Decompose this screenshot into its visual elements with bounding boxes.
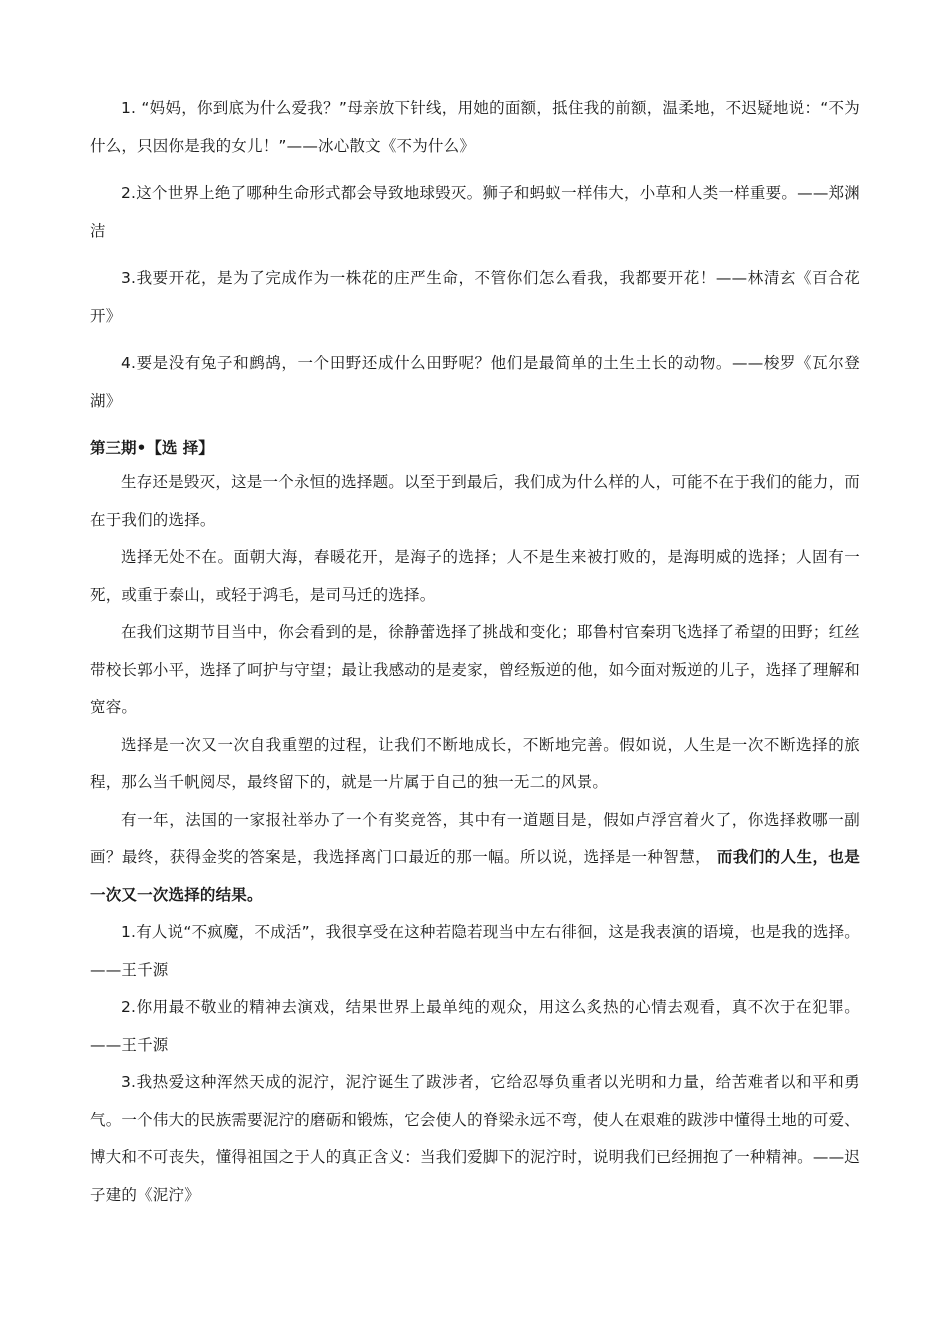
document-page <box>90 90 860 1214</box>
quote-paragraph: 1.有人说“不疯魔，不成活”，我很享受在这种若隐若现当中左右徘徊，这是我表演的语境，也是我的选择。——王千源 <box>90 923 860 979</box>
bold-emphasis-text: 而我们的人生，也是一次又一次选择的结果。 <box>90 848 860 904</box>
body-paragraph <box>90 802 860 915</box>
body-paragraph: 生存还是毁灭，这是一个永恒的选择题。以至于到最后，我们成为什么样的人，可能不在于我们的能力，而在于我们的选择。 <box>90 473 860 529</box>
body-paragraph: 在我们这期节目当中，你会看到的是，徐静蕾选择了挑战和变化；耶鲁村官秦玥飞选择了希望的田野；红丝带校长郭小平，选择了呵护与守望；最让我感动的是麦家，曾经叛逆的他，如今面对叛逆的儿子，选择了理解和宽容。 <box>90 623 860 716</box>
quote-paragraph: 3.我要开花，是为了完成作为一株花的庄严生命，不管你们怎么看我，我都要开花！——林清玄《百合花开》 <box>90 269 860 325</box>
quote-paragraph: 3.我热爱这种浑然天成的泥泞，泥泞诞生了跋涉者，它给忍辱负重者以光明和力量，给苦难者以和平和勇气。一个伟大的民族需要泥泞的磨砺和锻炼，它会使人的脊梁永远不弯，使人在艰难的跋涉中懂得土地的可爱、博大和不可丧失，懂得祖国之于人的真正含义：当我们爱脚下的泥泞时，说明我们已经拥抱了一种精神。——迟子建的《泥泞》 <box>90 1073 860 1204</box>
body-paragraph: 选择是一次又一次自我重塑的过程，让我们不断地成长，不断地完善。假如说，人生是一次不断选择的旅程，那么当千帆阅尽，最终留下的，就是一片属于自己的独一无二的风景。 <box>90 735 860 791</box>
paragraph-text: 有一年，法国的一家报社举办了一个有奖竞答，其中有一道题目是，假如卢浮宫着火了，你选择救哪一副画？最终，获得金奖的答案是，我选择离门口最近的那一幅。所以说，选择是一种智慧， <box>90 810 860 866</box>
quote-paragraph: 1. “妈妈，你到底为什么爱我？”母亲放下针线，用她的面额，抵住我的前额，温柔地，不迟疑地说：“不为什么，只因你是我的女儿！”——冰心散文《不为什么》 <box>90 99 860 155</box>
section-heading: 第三期•【选 择】 <box>90 439 214 457</box>
quote-paragraph: 4.要是没有兔子和鹧鸪，一个田野还成什么田野呢？他们是最简单的土生土长的动物。——梭罗《瓦尔登湖》 <box>90 354 860 410</box>
quote-paragraph: 2.你用最不敬业的精神去演戏，结果世界上最单纯的观众，用这么炙热的心情去观看，真不次于在犯罪。——王千源 <box>90 998 860 1054</box>
quote-paragraph: 2.这个世界上绝了哪种生命形式都会导致地球毁灭。狮子和蚂蚁一样伟大，小草和人类一样重要。——郑渊洁 <box>90 184 860 240</box>
body-paragraph: 选择无处不在。面朝大海，春暖花开，是海子的选择；人不是生来被打败的，是海明威的选择；人固有一死，或重于泰山，或轻于鸿毛，是司马迁的选择。 <box>90 548 860 604</box>
